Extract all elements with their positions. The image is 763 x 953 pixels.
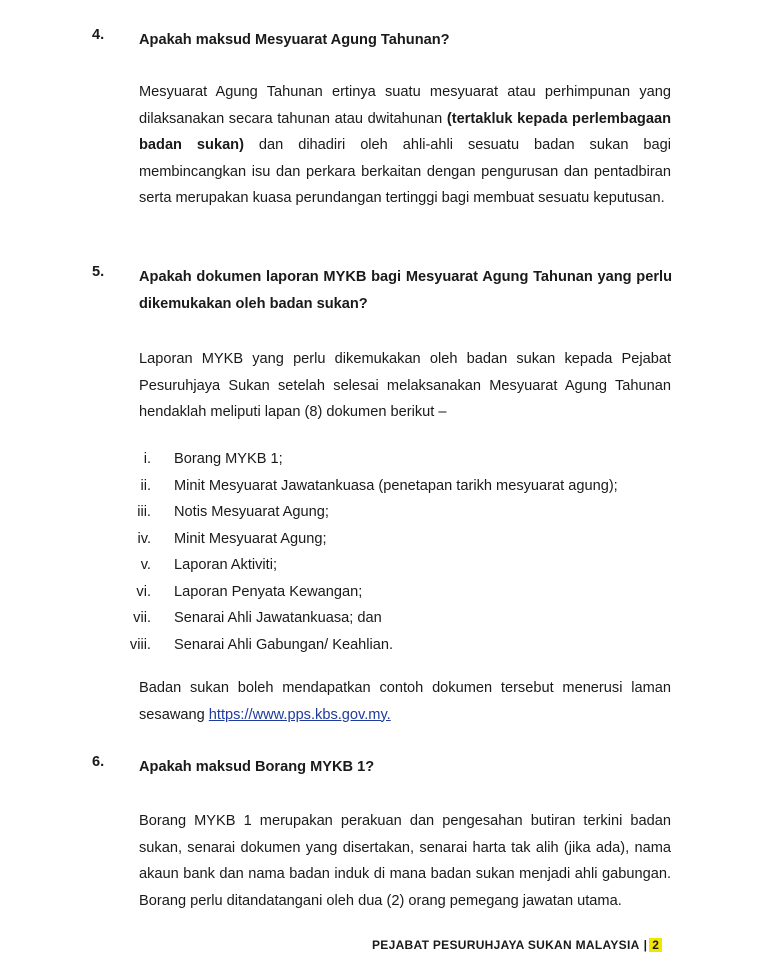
question-number: 4. xyxy=(92,27,105,43)
list-numeral: vi. xyxy=(136,583,151,600)
footer-separator: | xyxy=(643,938,648,952)
list-item-text: Laporan Penyata Kewangan; xyxy=(174,583,363,600)
list-item xyxy=(100,499,680,526)
answer-text: dan dihadiri oleh ahli-ahli sesuatu badan sukan bagi membincangkan isu dan perkara berkaitan dengan pengurusan dan pentadbiran serta merupakan kuasa perundangan tertinggi bagi membuat sesuatu keputusan. xyxy=(139,137,672,206)
answer-5-note xyxy=(139,675,671,728)
question-5 xyxy=(92,264,672,317)
question-number: 5. xyxy=(92,264,105,280)
list-item xyxy=(100,632,680,659)
question-4 xyxy=(92,27,672,54)
page-footer xyxy=(372,938,662,952)
website-link[interactable]: https://www.pps.kbs.gov.my. xyxy=(208,706,391,723)
list-item xyxy=(100,473,680,500)
list-item-text: Minit Mesyuarat Jawatankuasa (penetapan tarikh mesyuarat agung); xyxy=(174,477,618,494)
question-number: 6. xyxy=(92,754,105,770)
answer-6-paragraph: Borang MYKB 1 merupakan perakuan dan pengesahan butiran terkini badan sukan, senarai dokumen yang disertakan, senarai harta tak alih (jika ada), nama akaun bank dan nama badan induk di mana badan sukan menjadi ahli gabungan. Borang perlu ditandatangani oleh dua (2) orang pemegang jawatan utama. xyxy=(139,813,671,909)
answer-bold-text: (tertakluk kepada perlembagaan badan sukan) xyxy=(139,110,671,153)
list-numeral: iii. xyxy=(137,504,151,520)
list-item-text: Laporan Aktiviti; xyxy=(174,557,278,573)
list-item-text: Senarai Ahli Gabungan/ Keahlian. xyxy=(174,636,394,653)
list-numeral: iv. xyxy=(137,530,151,547)
question-text: Apakah dokumen laporan MYKB bagi Mesyuarat Agung Tahunan yang perlu dikemukakan oleh badan sukan? xyxy=(139,269,672,312)
answer-5-intro: Laporan MYKB yang perlu dikemukakan oleh badan sukan kepada Pejabat Pesuruhjaya Sukan setelah selesai melaksanakan Mesyuarat Agung Tahunan hendaklah meliputi lapan (8) dokumen berikut – xyxy=(139,351,671,420)
list-item xyxy=(100,579,680,606)
footer-org: PEJABAT PESURUHJAYA SUKAN MALAYSIA xyxy=(372,938,640,952)
question-text: Apakah maksud Borang MYKB 1? xyxy=(139,759,375,775)
list-numeral: viii. xyxy=(129,636,151,653)
list-item xyxy=(100,446,680,473)
list-item-text: Borang MYKB 1; xyxy=(174,451,283,467)
question-text: Apakah maksud Mesyuarat Agung Tahunan? xyxy=(139,32,450,48)
list-item xyxy=(100,552,680,579)
page-number: 2 xyxy=(649,938,662,952)
note-text: Badan sukan boleh mendapatkan contoh dokumen tersebut menerusi laman sesawang xyxy=(139,680,671,723)
list-numeral: vii. xyxy=(133,610,151,626)
list-item xyxy=(100,605,680,632)
answer-4-paragraph xyxy=(139,79,671,212)
list-item-text: Minit Mesyuarat Agung; xyxy=(174,530,327,547)
list-item-text: Notis Mesyuarat Agung; xyxy=(174,504,329,520)
list-numeral: i. xyxy=(143,451,151,467)
document-list xyxy=(100,446,680,658)
list-item-text: Senarai Ahli Jawatankuasa; dan xyxy=(174,610,382,626)
list-numeral: v. xyxy=(140,557,151,573)
list-item xyxy=(100,526,680,553)
answer-text: Mesyuarat Agung Tahunan ertinya suatu mesyuarat atau perhimpunan yang dilaksanakan secara tahunan atau dwitahunan xyxy=(139,84,671,127)
question-6 xyxy=(92,754,672,781)
list-numeral: ii. xyxy=(140,477,151,494)
